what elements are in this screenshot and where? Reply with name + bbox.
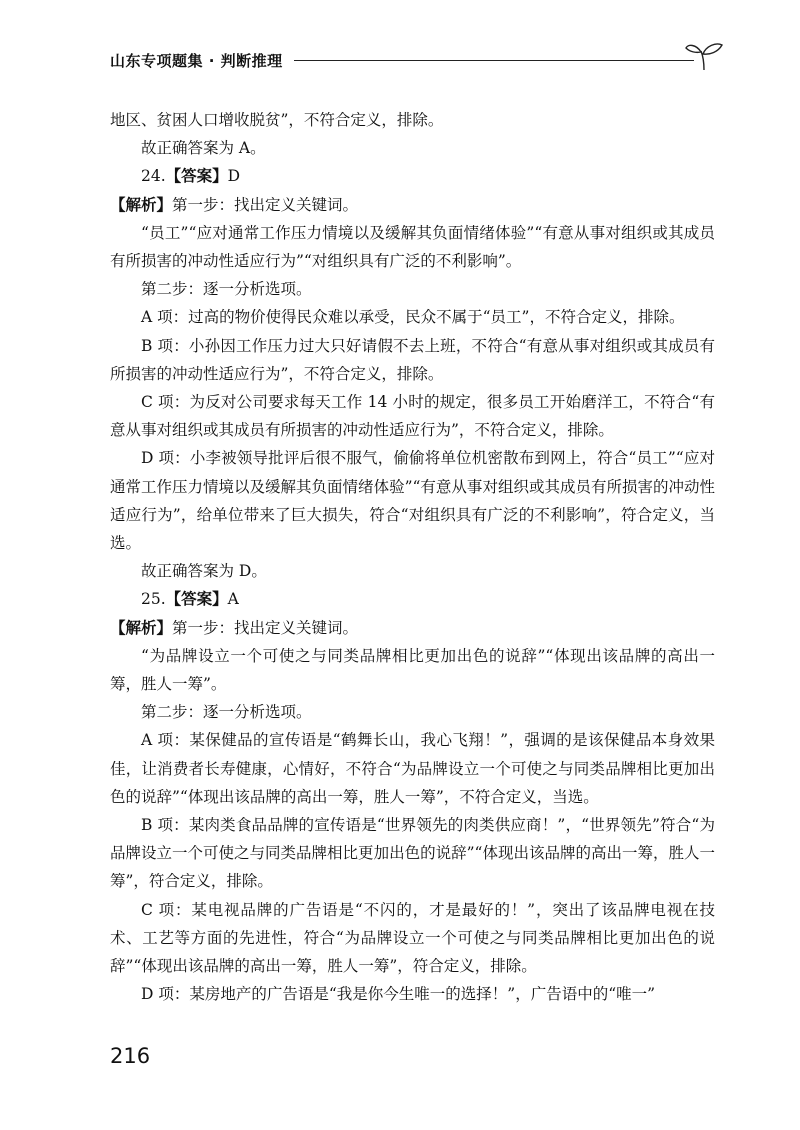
analysis-tag: 【解析】 bbox=[110, 617, 173, 637]
question-25-analysis bbox=[110, 614, 715, 642]
analysis-tag: 【解析】 bbox=[110, 194, 173, 214]
header-title: 山东专项题集 · 判断推理 bbox=[110, 52, 283, 70]
paragraph-text: 第一步：找出定义关键词。 bbox=[172, 618, 359, 637]
question-24-analysis bbox=[110, 191, 715, 219]
paragraph: 故正确答案为 A。 bbox=[141, 139, 266, 158]
page-content bbox=[110, 106, 715, 1009]
sprout-icon bbox=[684, 40, 724, 72]
paragraph: D 项：某房地产的广告语是“我是你今生唯一的选择！”，广告语中的“唯一” bbox=[141, 985, 656, 1004]
paragraph: “员工”“应对通常工作压力情境以及缓解其负面情绪体验”“有意从事对组织或其成员有所损害的冲动性适应行为”“对组织具有广泛的不利影响”。 bbox=[110, 223, 715, 271]
question-25-answer bbox=[110, 585, 715, 613]
header-rule bbox=[294, 60, 694, 61]
running-header bbox=[110, 38, 720, 78]
answer-value: D bbox=[227, 167, 241, 186]
paragraph-text: 第一步：找出定义关键词。 bbox=[172, 195, 359, 214]
paragraph: C 项：某电视品牌的广告语是“不闪的，才是最好的！”，突出了该品牌电视在技术、工艺等方面的先进性，符合“为品牌设立一个可使之与同类品牌相比更加出色的说辞”“体现出该品牌的高出一筹，胜人一筹”，符合定义，排除。 bbox=[110, 900, 715, 976]
answer-tag: 【答案】 bbox=[165, 166, 228, 186]
paragraph: D 项：小李被领导批评后很不服气，偷偷将单位机密散布到网上，符合“员工”“应对通常工作压力情境以及缓解其负面情绪体验”“有意从事对组织或其成员有所损害的冲动性适应行为”，给单位带来了巨大损失，符合“对组织具有广泛的不利影响”，符合定义，当选。 bbox=[110, 449, 715, 553]
page-number: 216 bbox=[110, 1044, 151, 1068]
answer-tag: 【答案】 bbox=[165, 589, 228, 609]
paragraph: 地区、贫困人口增收脱贫”，不符合定义，排除。 bbox=[110, 111, 444, 129]
paragraph: 第二步：逐一分析选项。 bbox=[141, 280, 312, 299]
paragraph: 第二步：逐一分析选项。 bbox=[141, 703, 312, 722]
paragraph: C 项：为反对公司要求每天工作 14 小时的规定，很多员工开始磨洋工，不符合“有意从事对组织或其成员有所损害的冲动性适应行为”，不符合定义，排除。 bbox=[110, 393, 715, 440]
paragraph: A 项：过高的物价使得民众难以承受，民众不属于“员工”，不符合定义，排除。 bbox=[141, 308, 685, 327]
question-24-answer bbox=[110, 162, 715, 190]
question-number: 25. bbox=[141, 590, 166, 609]
question-number: 24. bbox=[141, 167, 166, 186]
paragraph: “为品牌设立一个可使之与同类品牌相比更加出色的说辞”“体现出该品牌的高出一筹，胜人一筹”。 bbox=[110, 646, 715, 694]
paragraph: A 项：某保健品的宣传语是“鹤舞长山，我心飞翔！”，强调的是该保健品本身效果佳，让消费者长寿健康，心情好，不符合“为品牌设立一个可使之与同类品牌相比更加出色的说辞”“体现出该品牌的高出一筹，胜人一筹”，不符合定义，当选。 bbox=[110, 731, 715, 806]
paragraph: B 项：某肉类食品品牌的宣传语是“世界领先的肉类供应商！”，“世界领先”符合“为品牌设立一个可使之与同类品牌相比更加出色的说辞”“体现出该品牌的高出一筹，胜人一筹”，符合定义，排除。 bbox=[110, 816, 715, 891]
paragraph: 故正确答案为 D。 bbox=[141, 562, 267, 581]
paragraph: B 项：小孙因工作压力过大只好请假不去上班，不符合“有意从事对组织或其成员有所损害的冲动性适应行为”，不符合定义，排除。 bbox=[110, 336, 715, 383]
answer-value: A bbox=[227, 590, 239, 609]
